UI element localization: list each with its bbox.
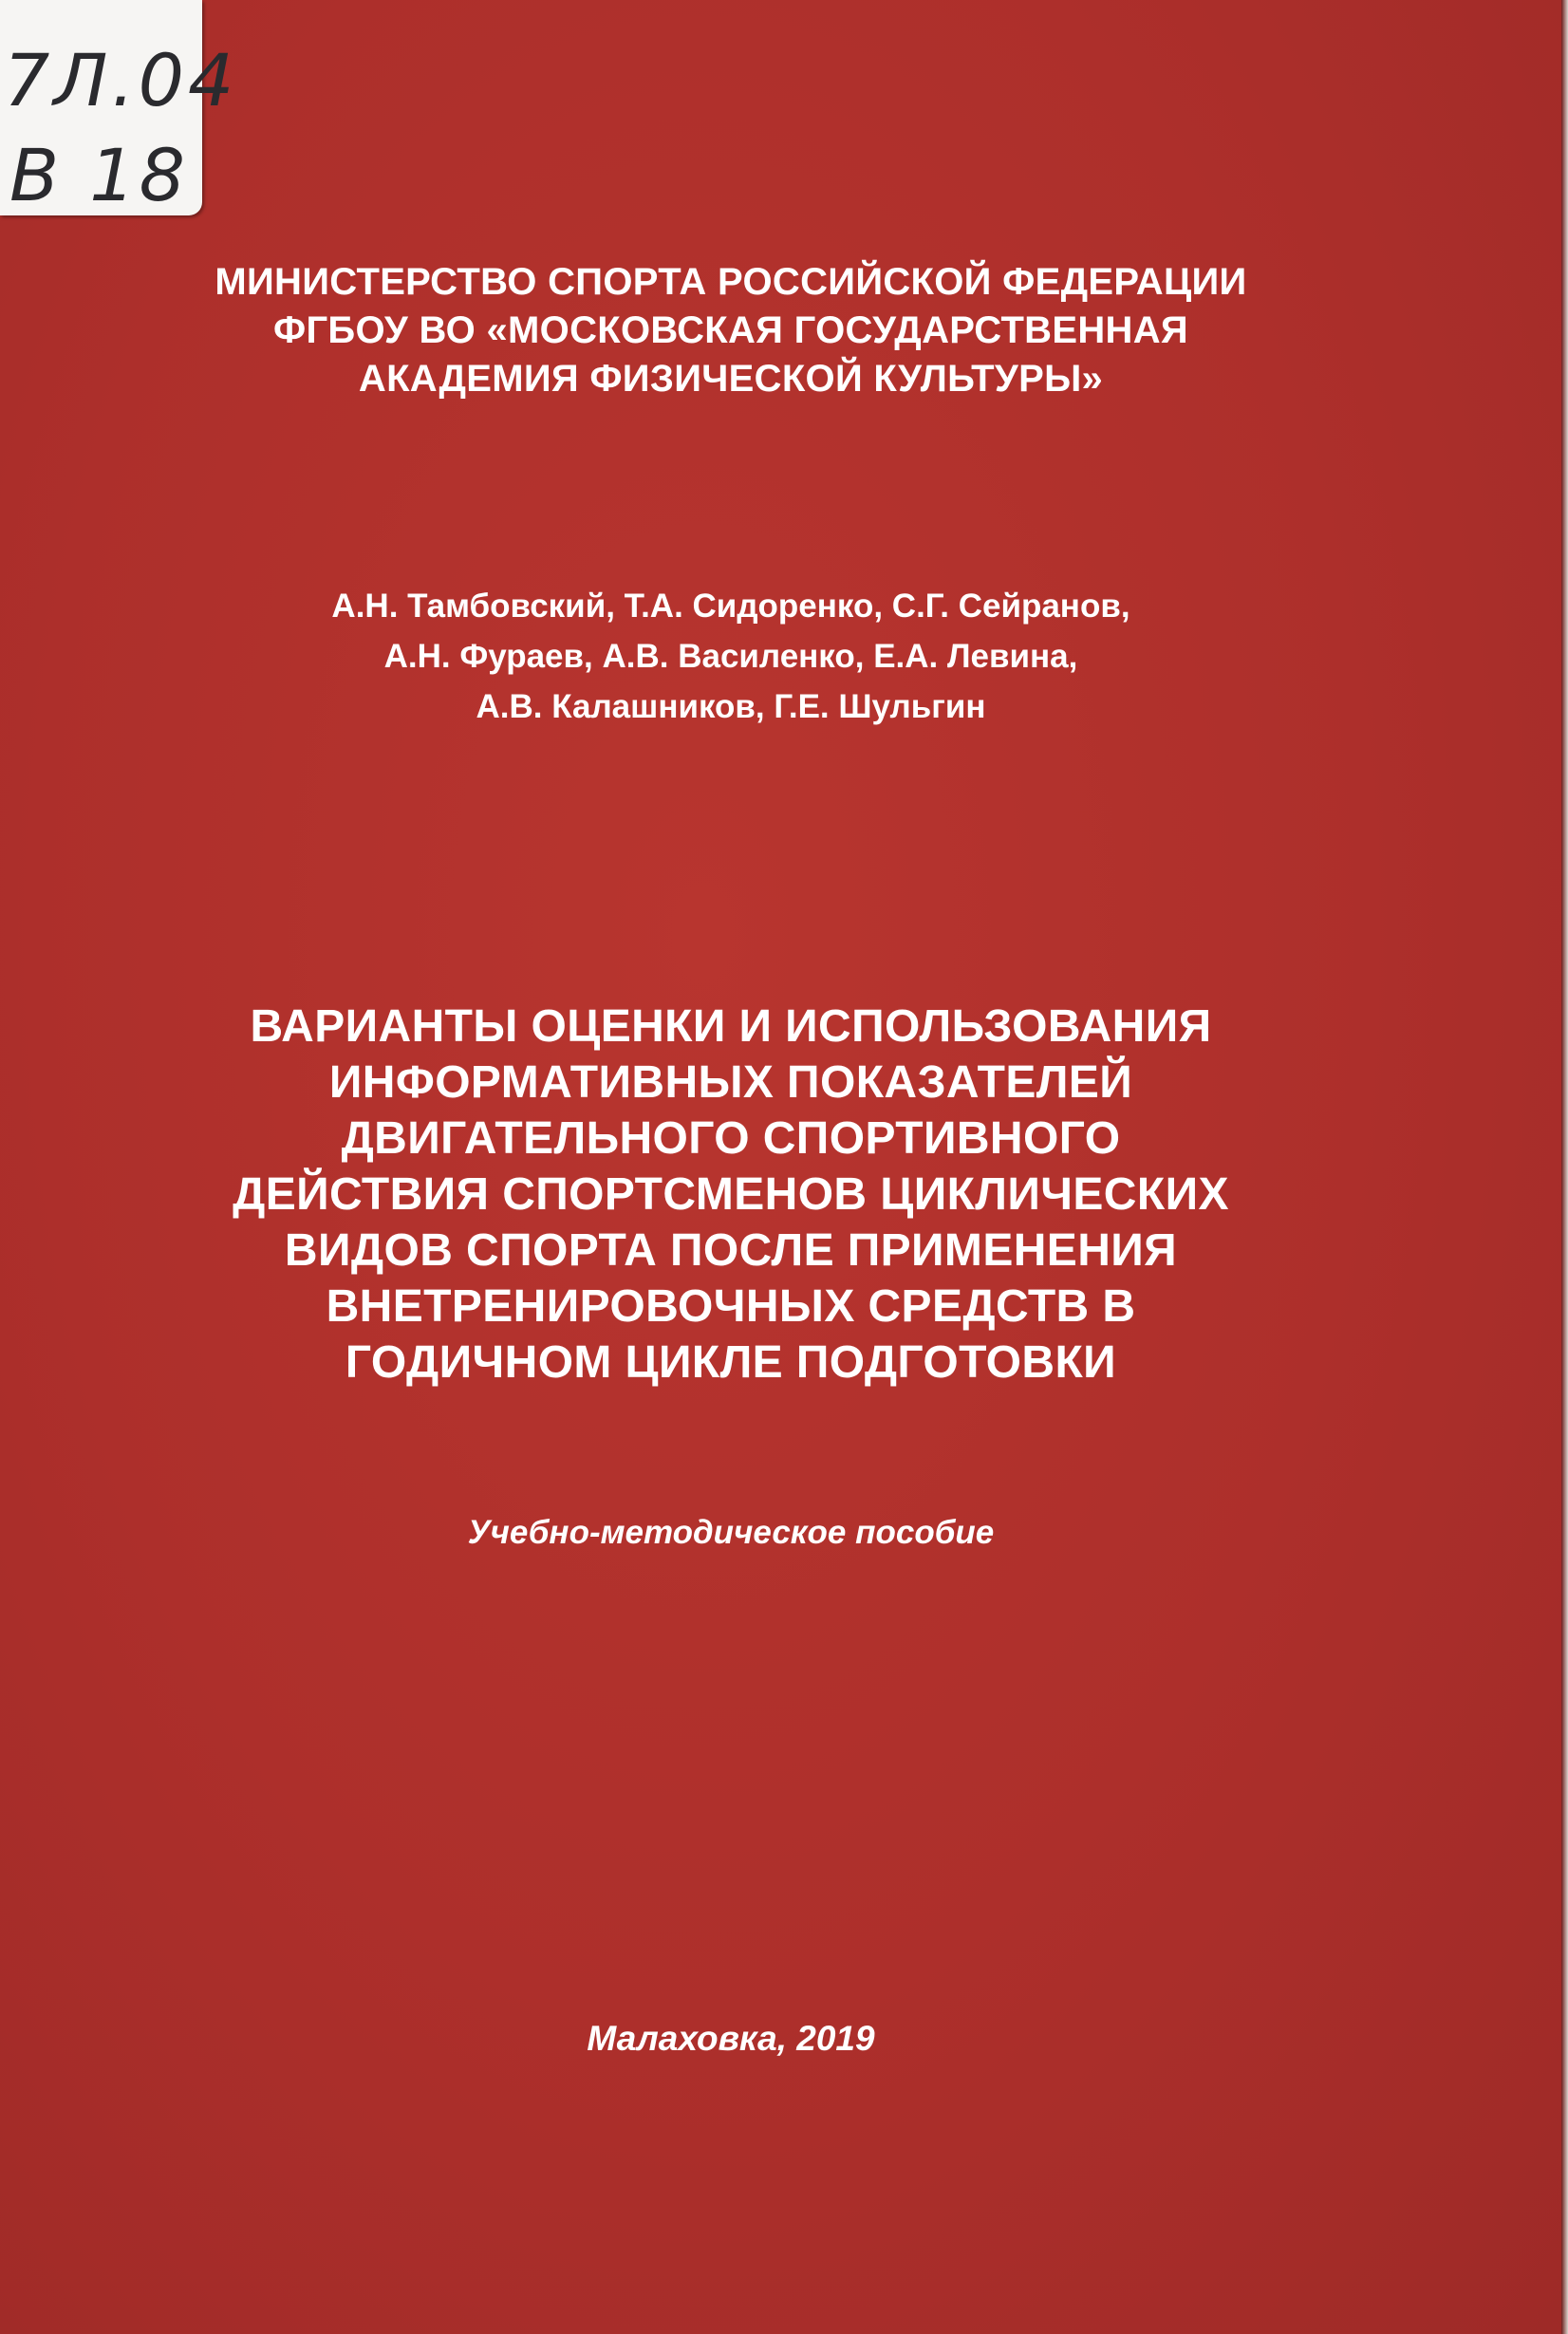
authors-line: А.В. Калашников, Г.Е. Шульгин <box>476 688 986 725</box>
shelf-mark-line-1: 7Л.04 <box>4 38 238 122</box>
title-line: ГОДИЧНОМ ЦИКЛЕ ПОДГОТОВКИ <box>345 1337 1117 1388</box>
publisher-line: АКАДЕМИЯ ФИЗИЧЕСКОЙ КУЛЬТУРЫ» <box>358 358 1104 400</box>
publisher-block <box>0 258 1462 403</box>
cover-edge-shadow <box>1561 0 1568 2334</box>
title-line: ИНФОРМАТИВНЫХ ПОКАЗАТЕЛЕЙ <box>328 1057 1133 1108</box>
library-shelf-label <box>0 0 238 217</box>
publisher-line: МИНИСТЕРСТВО СПОРТА РОССИЙСКОЙ ФЕДЕРАЦИИ <box>215 261 1247 303</box>
title-line: ДВИГАТЕЛЬНОГО СПОРТИВНОГО <box>341 1113 1121 1164</box>
shelf-mark-line-2: В 18 <box>9 133 190 217</box>
book-subtitle: Учебно-методическое пособие <box>467 1514 995 1551</box>
title-line: ДЕЙСТВИЯ СПОРТСМЕНОВ ЦИКЛИЧЕСКИХ <box>233 1169 1229 1220</box>
title-line: ВАРИАНТЫ ОЦЕНКИ И ИСПОЛЬЗОВАНИЯ <box>250 1001 1212 1052</box>
book-title <box>0 999 1462 1391</box>
authors-block <box>0 581 1462 732</box>
authors-line: А.Н. Тамбовский, Т.А. Сидоренко, С.Г. Сейранов, <box>331 588 1130 625</box>
imprint-place-year: Малаховка, 2019 <box>587 2019 875 2058</box>
title-line: ВИДОВ СПОРТА ПОСЛЕ ПРИМЕНЕНИЯ <box>284 1225 1178 1276</box>
authors-line: А.Н. Фураев, А.В. Василенко, Е.А. Левина, <box>383 638 1078 675</box>
title-line: ВНЕТРЕНИРОВОЧНЫХ СРЕДСТВ В <box>326 1281 1136 1332</box>
publisher-line: ФГБОУ ВО «МОСКОВСКАЯ ГОСУДАРСТВЕННАЯ <box>273 309 1188 351</box>
